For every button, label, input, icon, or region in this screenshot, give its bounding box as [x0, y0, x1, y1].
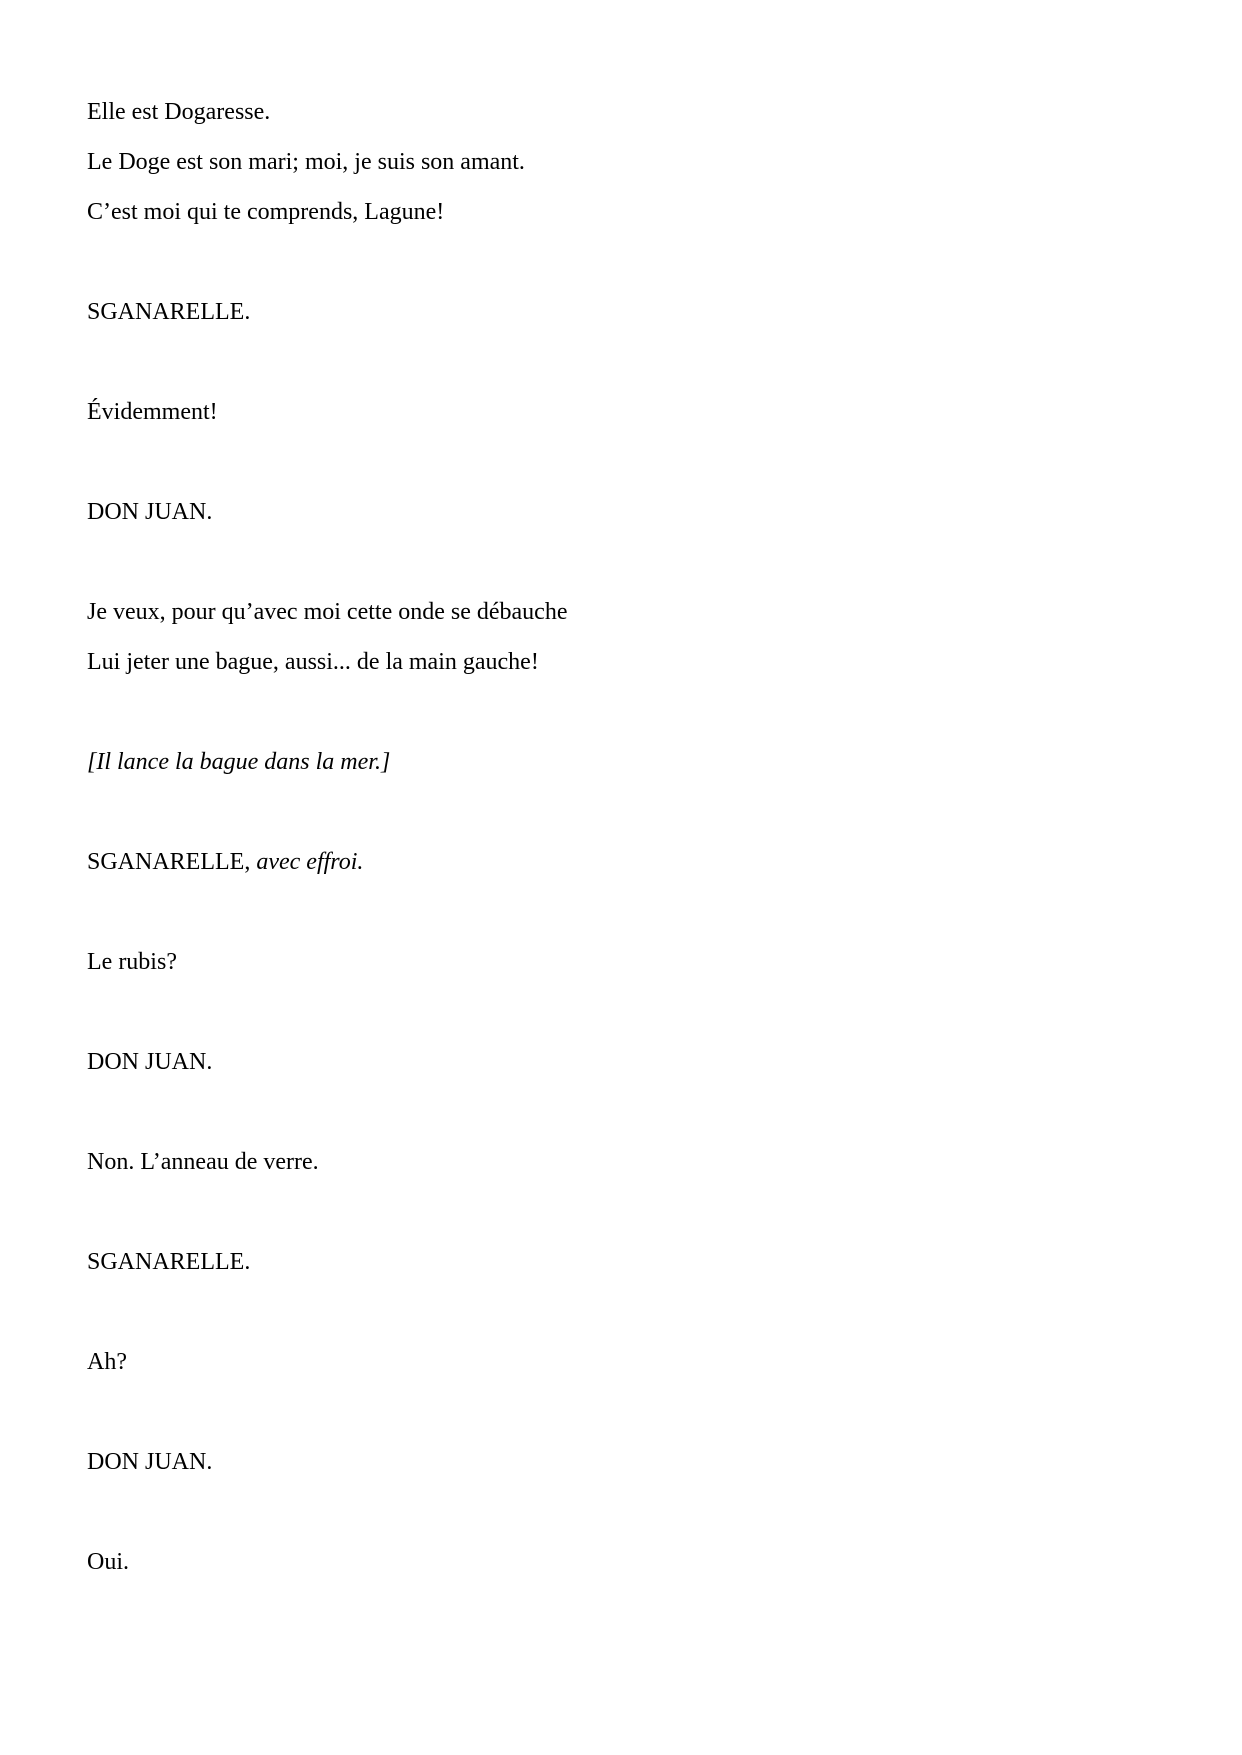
speaker-line [87, 847, 363, 877]
verse-line: C’est moi qui te comprends, Lagune! [87, 199, 445, 225]
verse-line: Évidemment! [87, 399, 218, 425]
speaker-direction: avec effroi. [256, 849, 364, 875]
verse-line: Je veux, pour qu’avec moi cette onde se débauche [87, 599, 568, 625]
verse-line: Oui. [87, 1549, 129, 1575]
verse-line: Ah? [87, 1349, 127, 1375]
speaker-name: SGANARELLE, [87, 849, 251, 875]
verse-line: Non. L’anneau de verre. [87, 1149, 319, 1175]
speaker-name: DON JUAN. [87, 499, 213, 525]
speaker-name: DON JUAN. [87, 1449, 213, 1475]
speaker-name: SGANARELLE. [87, 1249, 251, 1275]
verse-line: Le rubis? [87, 949, 177, 975]
verse-line: Le Doge est son mari; moi, je suis son amant. [87, 149, 525, 175]
stage-direction: [Il lance la bague dans la mer.] [87, 749, 391, 775]
speaker-name: SGANARELLE. [87, 299, 251, 325]
speaker-name: DON JUAN. [87, 1049, 213, 1075]
verse-line: Elle est Dogaresse. [87, 99, 271, 125]
verse-line: Lui jeter une bague, aussi... de la main gauche! [87, 649, 539, 675]
